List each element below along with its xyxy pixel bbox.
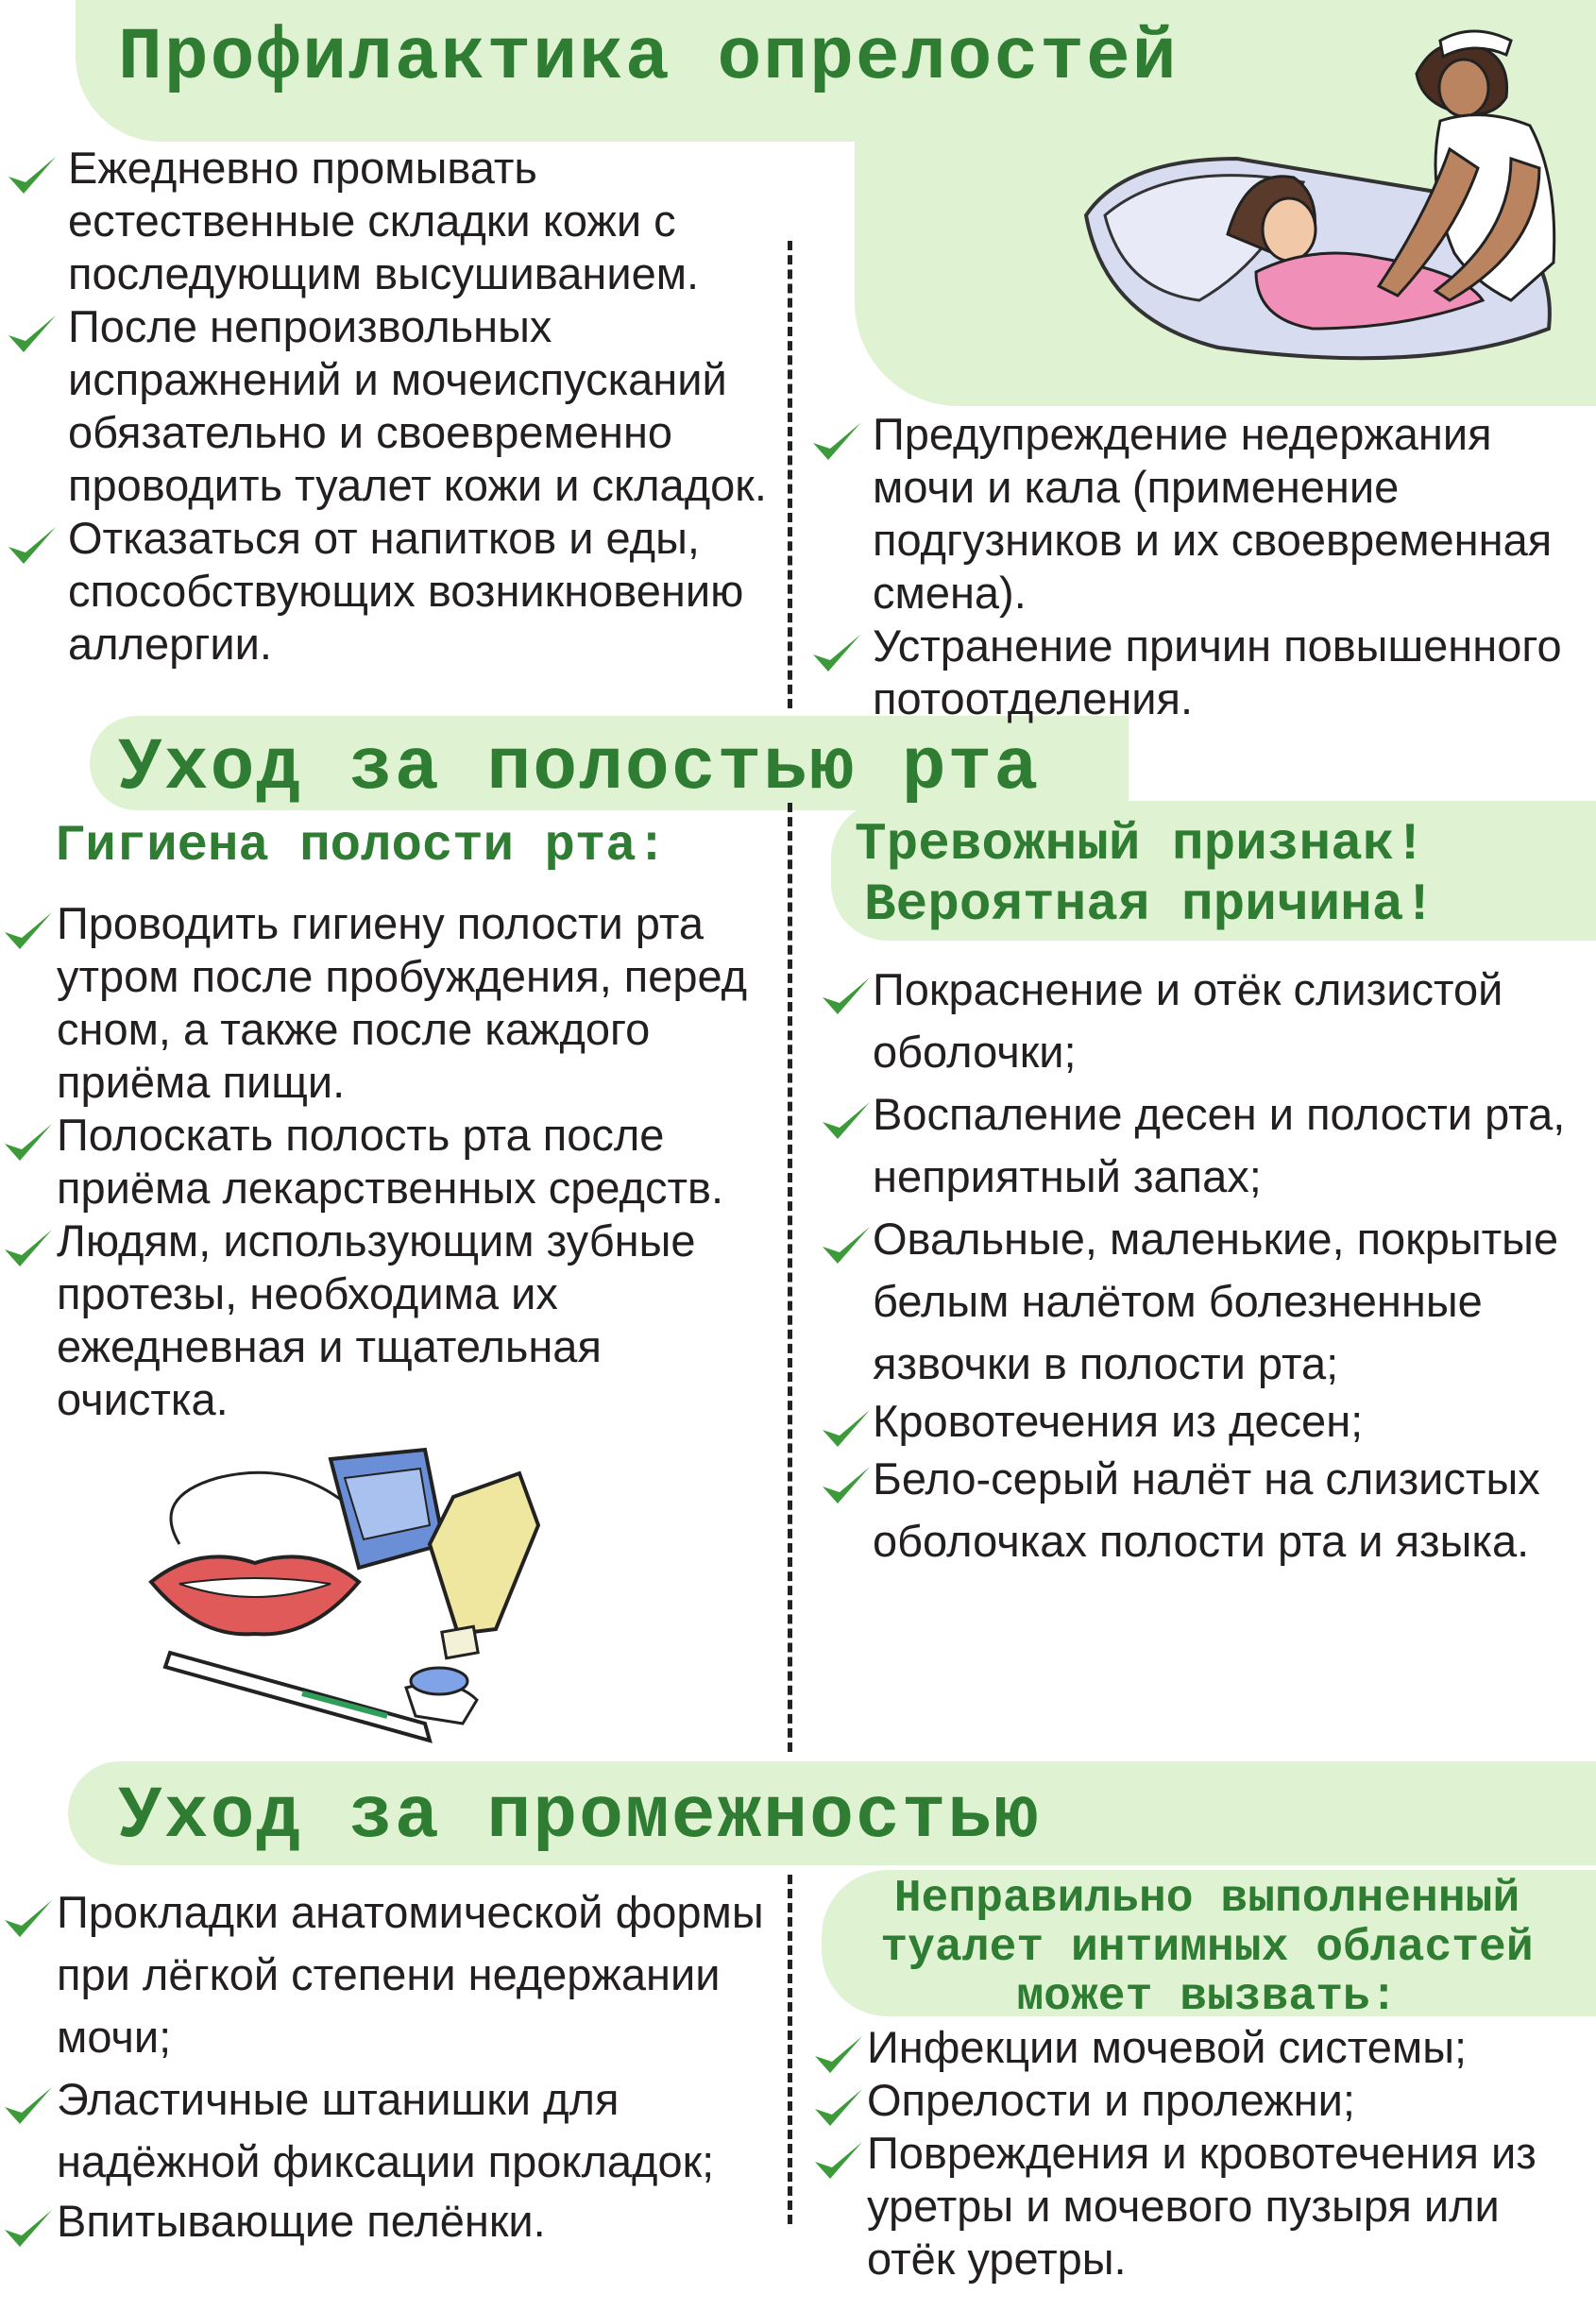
section3-right-list (810, 2021, 1575, 2286)
list-item-text: Опрелости и пролежни; (867, 2075, 1355, 2125)
column-divider (788, 803, 792, 1752)
check-icon (812, 2031, 865, 2078)
list-item-text: Людям, использующим зубные протезы, необходима их ежедневная и тщательная очистка. (57, 1215, 696, 1424)
column-divider (788, 1875, 792, 2224)
section1-right-list (810, 408, 1575, 725)
list-item (0, 512, 774, 671)
list-item (810, 2127, 1575, 2286)
check-icon (6, 151, 59, 198)
list-item-text: После непроизвольных испражнений и мочеиспусканий обязательно и своевременно проводить туалет кожи и складок. (68, 301, 767, 510)
list-item (810, 620, 1575, 725)
check-icon (2, 907, 55, 954)
check-icon (812, 2083, 865, 2131)
list-item-text: Воспаление десен и полости рта, неприятный запах; (873, 1089, 1566, 1201)
section1-left-list (0, 142, 774, 671)
check-icon (2, 2082, 55, 2129)
check-icon (6, 521, 59, 569)
list-item-text: Предупреждение недержания мочи и кала (применение подгузников и их своевременная смена). (873, 409, 1553, 618)
column-divider (788, 241, 792, 708)
check-icon (810, 629, 863, 676)
alarm-subtitle-line: Тревожный признак! (855, 814, 1426, 875)
list-item-text: Бело-серый налёт на слизистых оболочках полости рта и языка. (873, 1453, 1540, 1566)
check-icon (820, 1096, 873, 1144)
list-item (812, 959, 1577, 1083)
section3-title: Уход за промежностью (118, 1776, 1041, 1859)
check-icon (810, 417, 863, 465)
list-item-text: Ежедневно промывать естественные складки кожи с последующим высушиванием. (68, 143, 700, 298)
list-item (810, 408, 1575, 620)
check-icon (820, 1221, 873, 1268)
check-icon (2, 1118, 55, 1165)
section2-alarm-subtitle (855, 814, 1435, 935)
list-item-text: Полоскать полость рта после приёма лекарственных средств. (57, 1110, 724, 1213)
nurse-patient-illustration (1067, 17, 1577, 395)
list-item (0, 2193, 774, 2250)
warning-subtitle-line: туалет интимных областей (880, 1923, 1534, 1974)
list-item-text: Отказаться от напитков и еды, способствующих возникновению аллергии. (68, 513, 744, 669)
list-item (812, 1448, 1577, 1572)
list-item-text: Покраснение и отёк слизистой оболочки; (873, 964, 1503, 1077)
section2-left-list (0, 897, 756, 1426)
check-icon (6, 310, 59, 357)
check-icon (820, 1461, 873, 1508)
section2-right-list (812, 959, 1577, 1572)
list-item (0, 1109, 756, 1215)
section2-title: Уход за полостью рта (118, 727, 1041, 810)
list-item-text: Инфекции мочевой системы; (867, 2022, 1468, 2072)
list-item-text: Овальные, маленькие, покрытые белым налётом болезненные язвочки в полости рта; (873, 1214, 1559, 1388)
list-item-text: Кровотечения из десен; (873, 1396, 1364, 1446)
warning-subtitle-line: может вызвать: (1016, 1972, 1398, 2023)
section2-left-subtitle: Гигиена полости рта: (55, 818, 668, 875)
list-item (0, 2068, 774, 2193)
section3-warning-subtitle (829, 1875, 1585, 2022)
list-item (812, 1395, 1577, 1448)
list-item (812, 1208, 1577, 1395)
warning-subtitle-line: Неправильно выполненный (893, 1874, 1520, 1925)
check-icon (2, 1895, 55, 1942)
list-item-text: Эластичные штанишки для надёжной фиксации прокладок; (57, 2074, 715, 2186)
list-item-text: Впитывающие пелёнки. (57, 2196, 546, 2246)
list-item (812, 1083, 1577, 1208)
list-item (0, 300, 774, 512)
check-icon (2, 2204, 55, 2252)
check-icon (812, 2136, 865, 2184)
check-icon (820, 972, 873, 1019)
section1-title: Профилактика опрелостей (118, 17, 1179, 100)
list-item (0, 142, 774, 300)
list-item-text: Проводить гигиену полости рта утром после пробуждения, перед сном, а также после каждого приёма пищи. (57, 898, 748, 1107)
dental-care-illustration (142, 1440, 567, 1761)
list-item-text: Повреждения и кровотечения из уретры и мочевого пузыря или отёк уретры. (867, 2128, 1537, 2284)
check-icon (820, 1404, 873, 1452)
section3-left-list (0, 1881, 774, 2250)
list-item-text: Прокладки анатомической формы при лёгкой степени недержании мочи; (57, 1887, 764, 2062)
alarm-subtitle-line: Вероятная причина! (864, 875, 1435, 935)
list-item (810, 2074, 1575, 2127)
check-icon (2, 1224, 55, 1271)
list-item (0, 897, 756, 1109)
list-item (0, 1215, 756, 1426)
list-item (0, 1881, 774, 2068)
list-item (810, 2021, 1575, 2074)
list-item-text: Устранение причин повышенного потоотделения. (873, 620, 1562, 723)
